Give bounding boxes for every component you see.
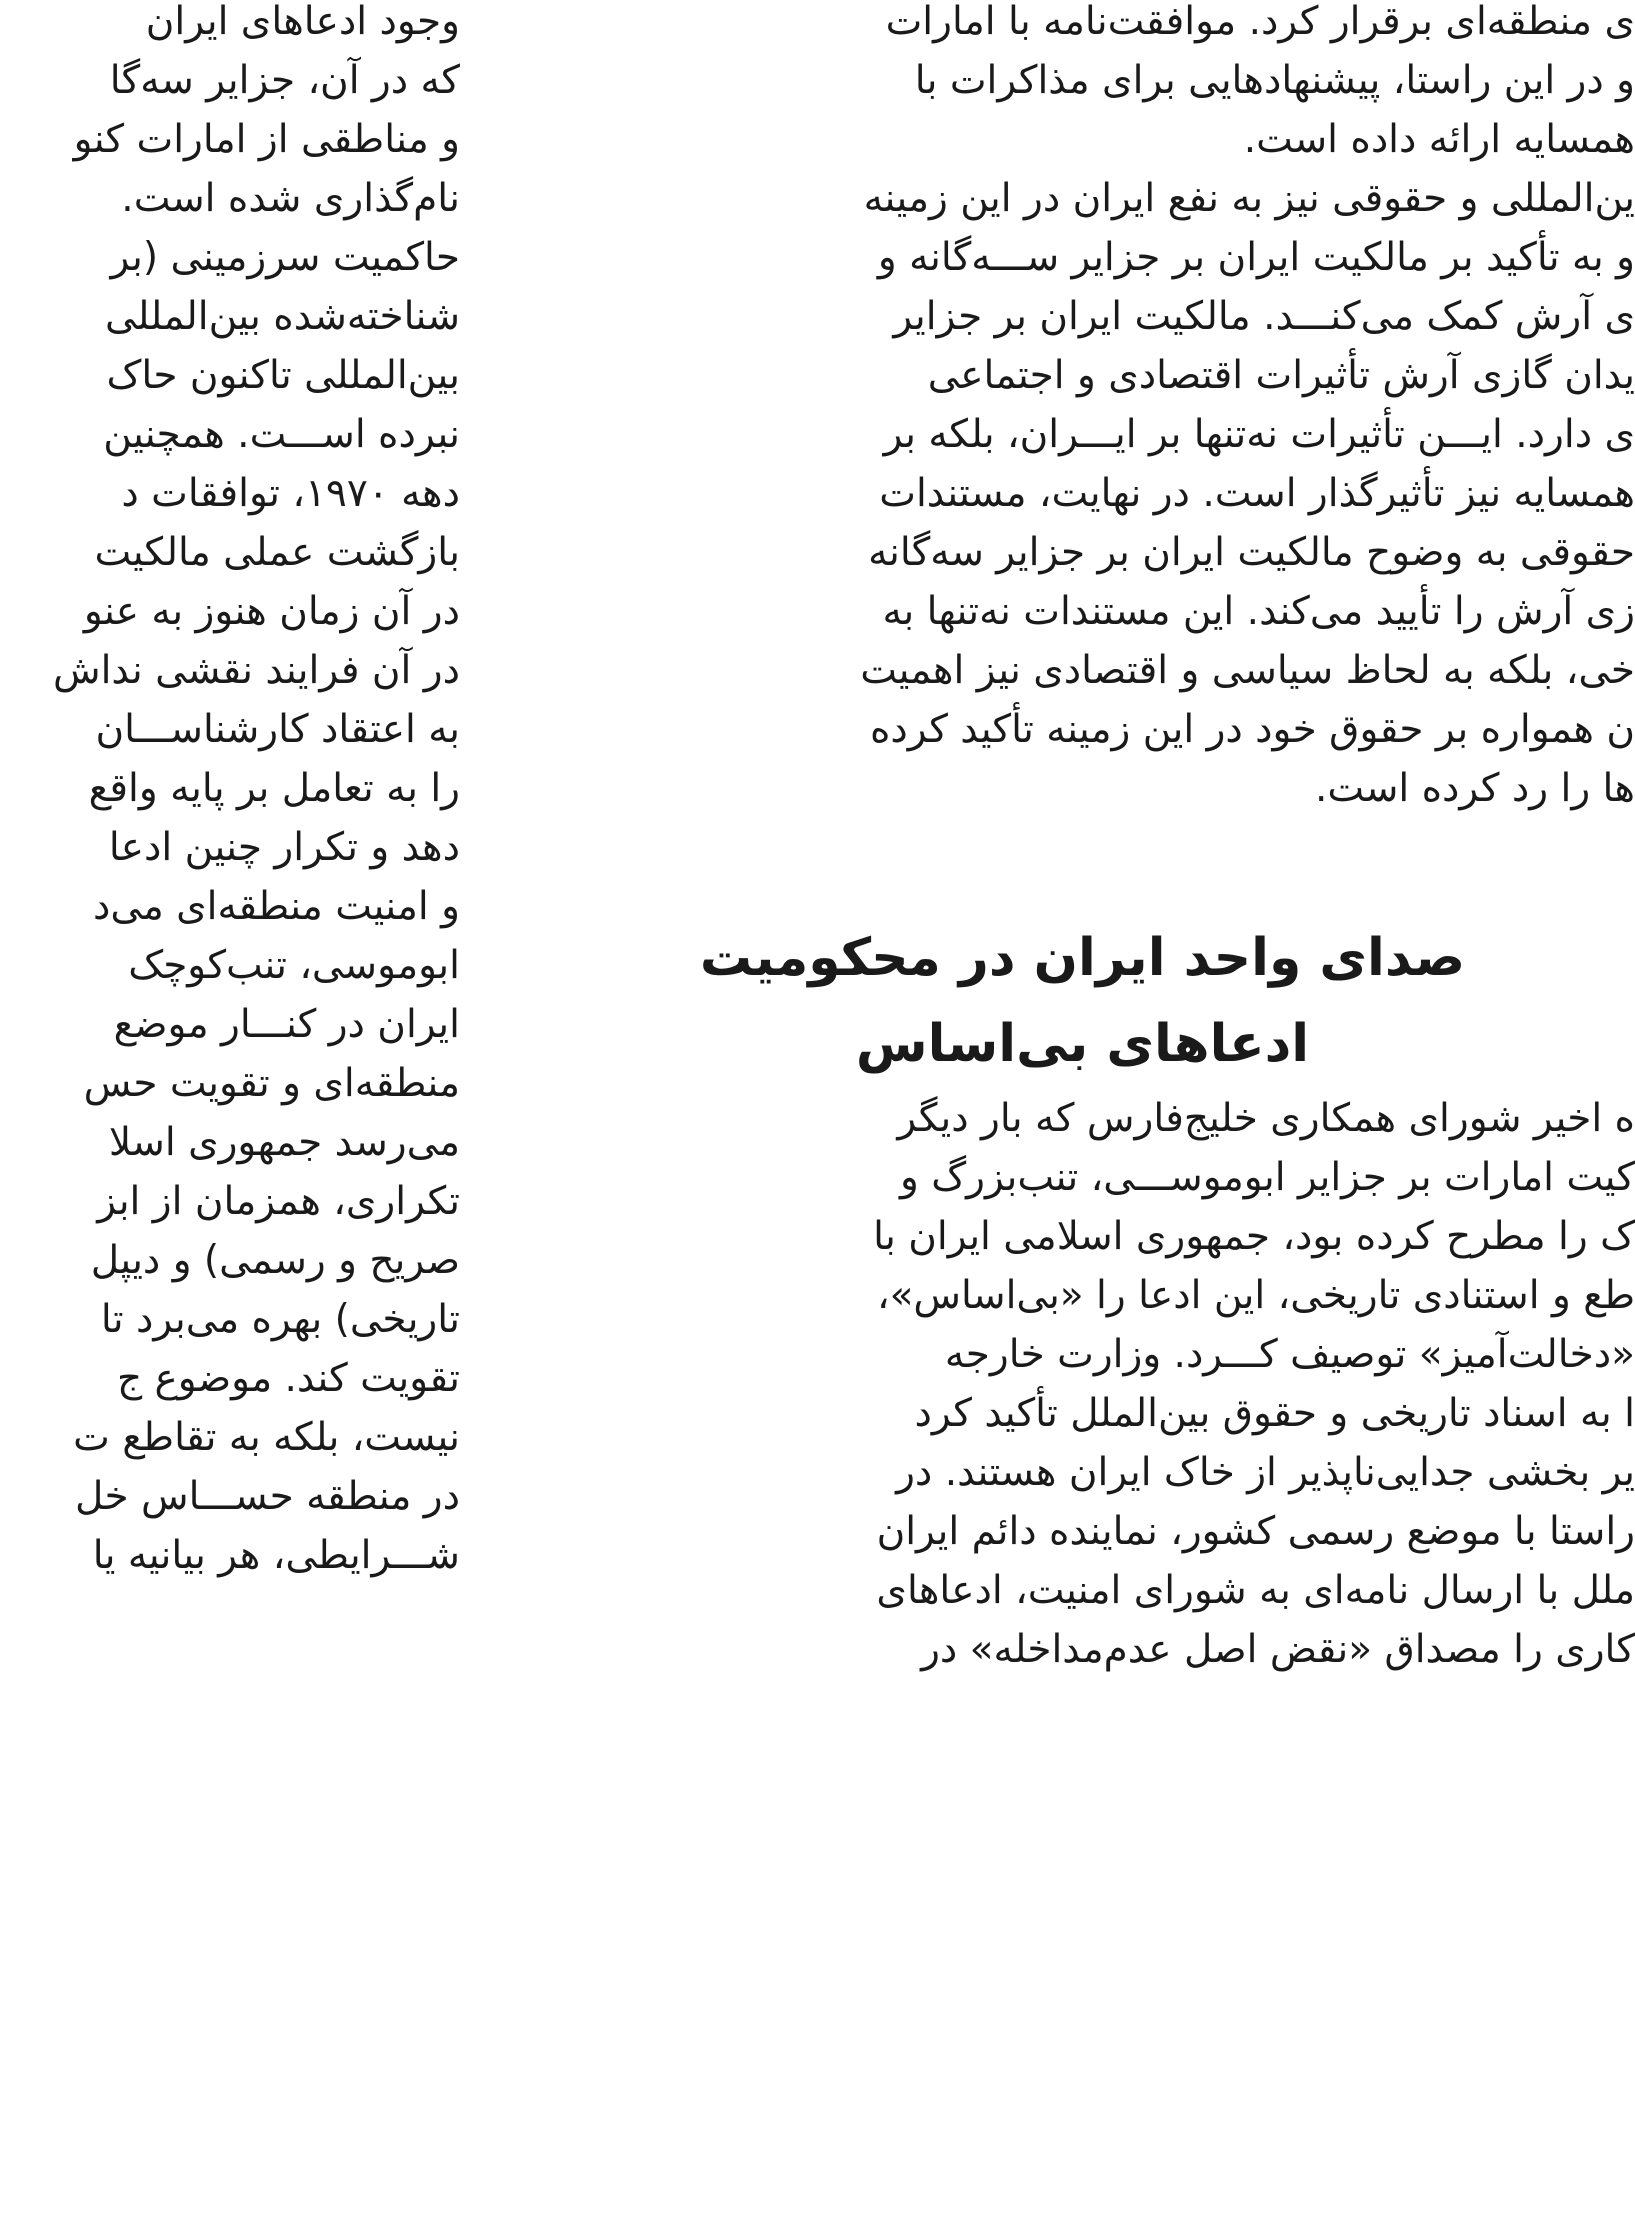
paragraph-2-line: ی آرش کمک می‌کنـــد. مالکیت ایران بر جزایر	[893, 294, 1635, 339]
paragraph-3-line: «دخالت‌آمیز» توصیف کـــرد. وزارت خارجه	[944, 1332, 1635, 1377]
left-column-line: وجود ادعاهای ایران	[145, 0, 460, 44]
left-column-line: بازگشت عملی مالکیت	[94, 530, 460, 575]
left-column-line: ایران در کنـــار موضع	[113, 1002, 460, 1047]
left-column-line: صریح و رسمی) و دیپل	[90, 1238, 460, 1283]
left-column-line: به اعتقاد کارشناســـان	[95, 707, 460, 752]
left-column-text	[0, 0, 460, 1585]
paragraph-3	[635, 1089, 1635, 1679]
paragraph-3-line: ملل با ارسال نامه‌ای به شورای امنیت، ادعاهای	[876, 1568, 1635, 1613]
left-column-line: را به تعامل بر پایه واقع	[88, 766, 460, 811]
left-column-line: شـــرایطی، هر بیانیه یا	[92, 1533, 460, 1578]
left-column-line: در آن فرایند نقشی نداش	[52, 648, 460, 693]
paragraph-2-line: ن همواره بر حقوق خود در این زمینه تأکید کرده	[870, 707, 1635, 752]
left-column-line: منطقه‌ای و تقویت حس	[83, 1061, 460, 1106]
left-column-line: تقویت کند. موضوع ج	[116, 1356, 460, 1401]
heading-line: ادعاهای بی‌اساس	[855, 1014, 1310, 1074]
paragraph-2-line: ین‌المللی و حقوقی نیز به نفع ایران در این زمینه	[863, 176, 1635, 221]
paragraph-3-line: ک را مطرح کرده بود، جمهوری اسلامی ایران با	[873, 1214, 1635, 1259]
paragraph-3-line: راستا با موضع رسمی کشور، نماینده دائم ایران	[876, 1509, 1635, 1554]
left-column-line: و مناطقی از امارات کنو	[73, 117, 460, 162]
left-column-line: ابوموسی، تنب‌کوچک	[128, 943, 460, 988]
paragraph-3-line: کیت امارات بر جزایر ابوموســـی، تنب‌بزرگ و	[899, 1155, 1635, 1200]
left-column-line: و امنیت منطقه‌ای می‌د	[93, 884, 460, 929]
paragraph-2-line: زی آرش را تأیید می‌کند. این مستندات نه‌تنها به	[882, 589, 1635, 634]
left-column-line: تاریخی) بهره می‌برد تا	[100, 1297, 460, 1342]
paragraph-2-line: یدان گازی آرش تأثیرات اقتصادی و اجتماعی	[927, 353, 1635, 398]
right-text-column	[635, 0, 1635, 1679]
paragraph-2-line: ی دارد. ایـــن تأثیرات نه‌تنها بر ایـــران، بلکه بر	[883, 412, 1635, 457]
paragraph-1-line: ی منطقه‌ای برقرار کرد. موافقت‌نامه با امارات	[885, 0, 1635, 44]
left-column-line: دهد و تکرار چنین ادعا	[108, 825, 460, 870]
left-column-line: در آن زمان هنوز به عنو	[83, 589, 460, 634]
left-column-line: دهه ۱۹۷۰، توافقات د	[121, 471, 460, 516]
left-text-column	[0, 0, 460, 1585]
paragraph-gap	[635, 818, 1635, 877]
heading-line: صدای واحد ایران در محکومیت	[699, 928, 1466, 988]
paragraph-1-line: همسایه ارائه داده است.	[1243, 117, 1635, 162]
left-column-line: نبرده اســـت. همچنین	[103, 412, 460, 457]
section-heading	[665, 915, 1500, 1087]
left-column-line: تکراری، همزمان از ابز	[97, 1179, 460, 1224]
paragraph-2	[635, 169, 1635, 818]
paragraph-2-line: خی، بلکه به لحاظ سیاسی و اقتصادی نیز اهمیت	[860, 648, 1635, 693]
left-column-line: نیست، بلکه به تقاطع ت	[73, 1415, 460, 1460]
left-column-line: بین‌المللی تاکنون حاک	[106, 353, 460, 398]
paragraph-3-line: کاری را مصداق «نقض اصل عدم‌مداخله» در	[921, 1627, 1635, 1672]
left-column-line: شناخته‌شده بین‌المللی	[105, 294, 460, 339]
left-column-line: نام‌گذاری شده است.	[121, 176, 460, 221]
paragraph-2-line: و به تأکید بر مالکیت ایران بر جزایر ســـه‌گانه و	[877, 235, 1635, 280]
paragraph-1	[635, 0, 1635, 169]
left-column-line: حاکمیت سرزمینی (بر	[110, 235, 460, 280]
paragraph-2-line: ها را رد کرده است.	[1315, 766, 1635, 811]
left-column-line: در منطقه حســـاس خل	[75, 1474, 460, 1519]
left-column-line: می‌رسد جمهوری اسلا	[108, 1120, 460, 1165]
paragraph-3-line: طع و استنادی تاریخی، این ادعا را «بی‌اساس»،	[876, 1273, 1635, 1318]
paragraph-3-line: ا به اسناد تاریخی و حقوق بین‌الملل تأکید کرد	[914, 1391, 1635, 1436]
paragraph-1-line: و در این راستا، پیشنهادهایی برای مذاکرات با	[914, 58, 1635, 103]
paragraph-3-line: یر بخشی جدایی‌ناپذیر از خاک ایران هستند. در	[896, 1450, 1635, 1495]
paragraph-2-line: همسایه نیز تأثیرگذار است. در نهایت، مستندات	[879, 471, 1635, 516]
paragraph-2-line: حقوقی به وضوح مالکیت ایران بر جزایر سه‌گانه	[868, 530, 1635, 575]
left-column-line: که در آن، جزایر سه‌گا	[109, 58, 460, 103]
paragraph-3-line: ه اخیر شورای همکاری خلیج‌فارس که بار دیگر	[897, 1096, 1635, 1141]
